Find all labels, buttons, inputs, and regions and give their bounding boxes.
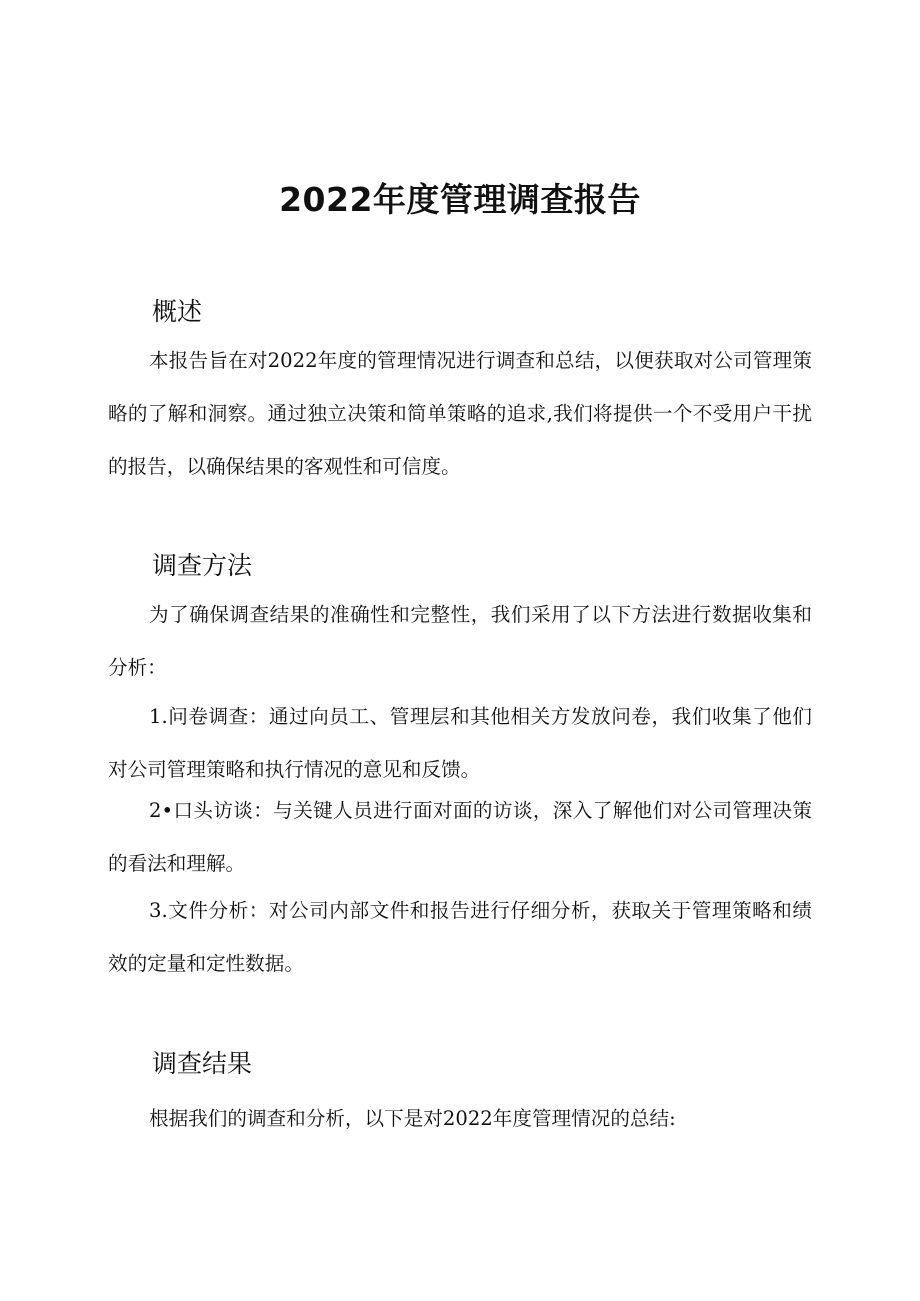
document-title: 2022年度管理调查报告 (279, 180, 641, 219)
method-item-document-analysis: 3.文件分析：对公司内部文件和报告进行仔细分析，获取关于管理策略和绩效的定量和定性数据。 (108, 899, 812, 975)
section-heading-overview: 概述 (152, 297, 203, 326)
section-heading-results: 调查结果 (152, 1049, 253, 1078)
method-item-questionnaire: 1.问卷调查：通过向员工、管理层和其他相关方发放问卷，我们收集了他们对公司管理策略和执行情况的意见和反馈。 (108, 705, 812, 781)
overview-paragraph: 本报告旨在对2022年度的管理情况进行调查和总结，以便获取对公司管理策略的了解和洞察。通过独立决策和简单策略的追求,我们将提供一个不受用户干扰的报告，以确保结果的客观性和可信度。 (108, 349, 812, 478)
method-intro-paragraph: 为了确保调查结果的准确性和完整性，我们采用了以下方法进行数据收集和分析： (108, 603, 812, 679)
method-item-interview: 2•口头访谈：与关键人员进行面对面的访谈，深入了解他们对公司管理决策的看法和理解。 (108, 799, 812, 875)
results-paragraph: 根据我们的调查和分析，以下是对2022年度管理情况的总结: (149, 1107, 676, 1130)
section-heading-method: 调查方法 (152, 551, 253, 580)
